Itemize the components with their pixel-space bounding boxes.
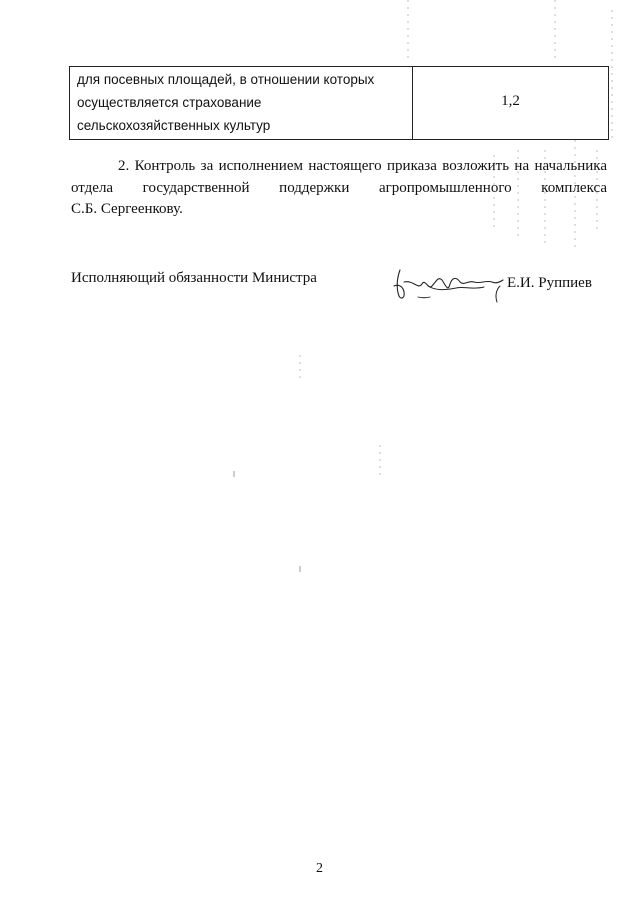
- table-row: [70, 67, 609, 140]
- page-number: 2: [316, 861, 323, 876]
- paragraph-line: отдела государственной поддержки агропромышленного комплекса: [71, 179, 607, 196]
- signer-name: Е.И. Руппиев: [507, 275, 592, 291]
- signer-title: Исполняющий обязанности Министра: [71, 270, 317, 286]
- description-line: осуществляется страхование: [77, 95, 262, 110]
- table-cell-description: [70, 67, 413, 140]
- handwritten-signature: [392, 264, 507, 306]
- paragraph-line: С.Б. Сергеенкову.: [71, 201, 183, 217]
- description-line: сельскохозяйственных культур: [77, 118, 271, 133]
- table-fragment: [69, 66, 609, 140]
- description-line: для посевных площадей, в отношении которых: [77, 72, 375, 87]
- paragraph-line: 2. Контроль за исполнением настоящего приказа возложить на начальника: [118, 158, 607, 174]
- paragraph-2: [71, 156, 607, 221]
- table-cell-value: 1,2: [413, 67, 609, 140]
